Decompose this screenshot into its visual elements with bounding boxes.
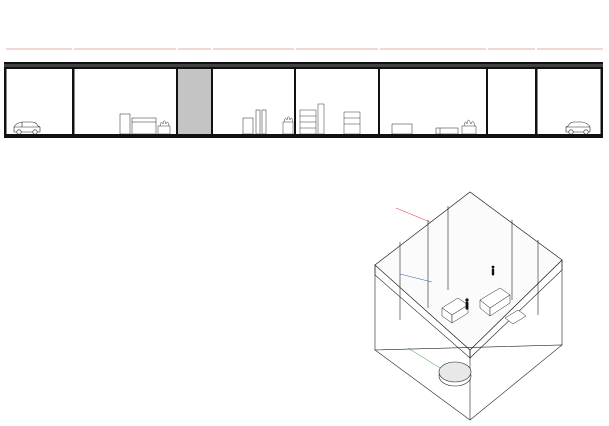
- lobby-bamboo-wall: [178, 69, 211, 134]
- pointer-planters: [408, 348, 440, 368]
- building-section-drawing: [0, 0, 609, 150]
- car-icon-east: [566, 122, 590, 134]
- shop-shelving: [300, 104, 360, 134]
- floor-slab: [4, 134, 603, 138]
- lounge-benches: [392, 124, 458, 134]
- circular-planter: [439, 362, 471, 386]
- car-icon: [14, 122, 40, 134]
- axonometric-diagram: [330, 150, 609, 426]
- pointer-bamboo: [396, 208, 430, 222]
- structural-columns: [4, 69, 603, 134]
